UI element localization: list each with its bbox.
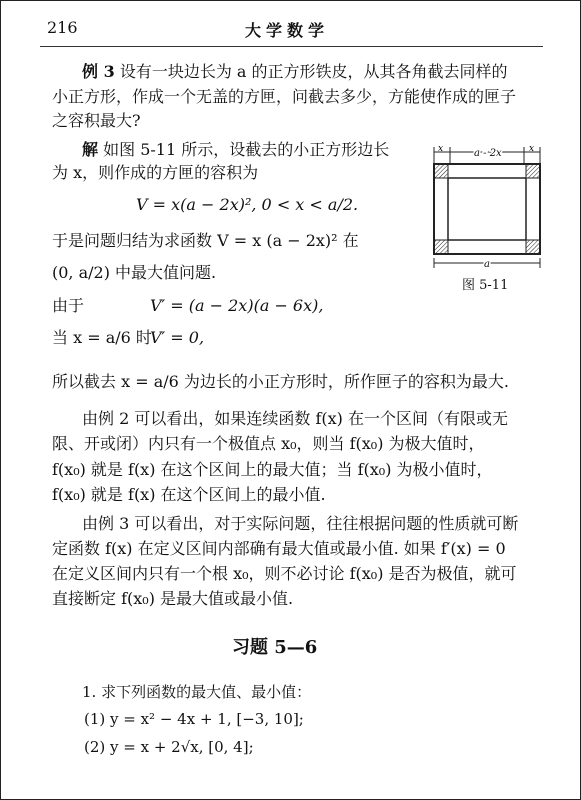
solution-line-4: (0, a/2) 中最大值问题. xyxy=(52,263,217,282)
solution-text-1: 如图 5-11 所示，设截去的小正方形边长 xyxy=(103,140,390,159)
para1-line-2: 限、开或闭）内只有一个极值点 x₀，则当 f(x₀) 为极大值时， xyxy=(52,434,485,453)
exercise-sub-2: (2) y = x + 2√x, [0, 4]; xyxy=(84,738,254,756)
solution-line-2: 为 x，则作成的方匣的容积为 xyxy=(52,163,259,182)
para1-line-4: f(x₀) 就是 f(x) 在这个区间上的最小值. xyxy=(52,485,326,504)
fig-label-top: a - 2x xyxy=(474,148,502,159)
page-number: 216 xyxy=(47,18,78,37)
para1-line-3: f(x₀) 就是 f(x) 在这个区间上的最大值；当 f(x₀) 为极小值时， xyxy=(52,460,493,479)
fig-label-x-left: x xyxy=(438,144,444,154)
exercise-section-title: 习题 5—6 xyxy=(232,637,318,658)
fig-label-x-right: x xyxy=(529,144,535,154)
example-line-3: 之容积最大? xyxy=(52,111,141,130)
solution-label: 解 xyxy=(82,140,99,159)
para2-line-1: 由例 3 可以看出，对于实际问题，往往根据问题的性质就可断 xyxy=(82,514,519,533)
example-line-2: 小正方形，作成一个无盖的方匣，问截去多少，方能使作成的匣子 xyxy=(52,87,517,106)
solution-line-1 xyxy=(82,140,389,160)
solution-line-7: 所以截去 x = a/6 为边长的小正方形时，所作匣子的容积为最大. xyxy=(52,372,509,391)
solution-line-5 xyxy=(52,296,84,316)
since-label: 由于 xyxy=(52,296,85,315)
header-rule xyxy=(40,46,543,47)
derivative-formula: V′ = (a − 2x)(a − 6x), xyxy=(150,296,324,315)
fig-label-bottom: a xyxy=(484,259,490,270)
para1-line-1: 由例 2 可以看出，如果连续函数 f(x) 在一个区间（有限或无 xyxy=(82,409,508,428)
formula-volume: V = x(a − 2x)², 0 < x < a/2. xyxy=(136,195,359,214)
para2-line-2: 定函数 f(x) 在定义区间内部确有最大值或最小值. 如果 f′(x) = 0 xyxy=(52,539,506,558)
para2-line-3: 在定义区间内只有一个根 x₀，则不必讨论 f(x₀) 是否为极值，就可 xyxy=(52,564,517,583)
exercise-sub-1: (1) y = x² − 4x + 1, [−3, 10]; xyxy=(84,710,304,728)
running-title: 大学数学 xyxy=(245,21,330,40)
example-line-1 xyxy=(82,62,508,82)
exercise-item-1: 1. 求下列函数的最大值、最小值： xyxy=(82,683,312,701)
derivative-zero: V′ = 0, xyxy=(150,328,205,347)
figure-caption: 图 5-11 xyxy=(462,278,509,293)
example-label: 例 3 xyxy=(82,62,115,81)
para2-line-4: 直接断定 f(x₀) 是最大值或最小值. xyxy=(52,589,294,608)
solution-line-3: 于是问题归结为求函数 V = x (a − 2x)² 在 xyxy=(52,231,359,250)
example-text-1: 设有一块边长为 a 的正方形铁皮，从其各角截去同样的 xyxy=(119,62,508,81)
solution-line-6: 当 x = a/6 时 xyxy=(52,328,152,347)
